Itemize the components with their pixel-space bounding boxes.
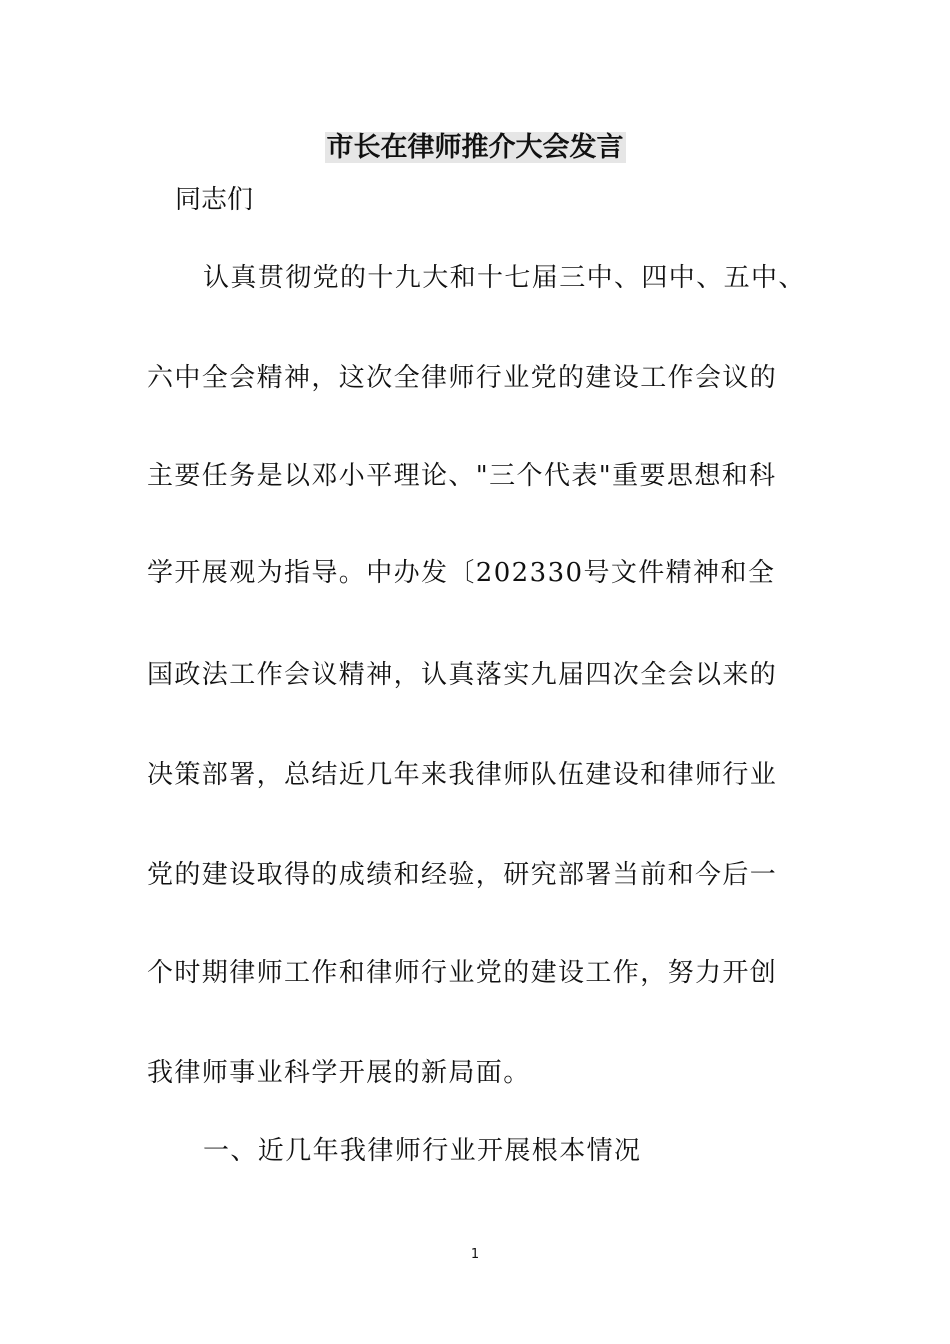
body-line-6: 决策部署，总结近几年来我律师队伍建设和律师行业 xyxy=(147,760,778,790)
page-number: 1 xyxy=(470,1247,480,1262)
section-heading: 一、近几年我律师行业开展根本情况 xyxy=(203,1136,642,1166)
document-title-text: 市长在律师推介大会发言 xyxy=(326,132,624,163)
body-line-4: 学开展观为指导。中办发〔202330号文件精神和全 xyxy=(147,558,776,588)
document-title xyxy=(0,128,950,168)
body-line-9: 我律师事业科学开展的新局面。 xyxy=(147,1058,531,1088)
body-line-1: 认真贯彻党的十九大和十七届三中、四中、五中、 xyxy=(203,263,806,293)
body-line-3: 主要任务是以邓小平理论、"三个代表"重要思想和科 xyxy=(147,461,777,491)
body-line-2: 六中全会精神，这次全律师行业党的建设工作会议的 xyxy=(147,363,778,393)
body-line-7: 党的建设取得的成绩和经验，研究部署当前和今后一 xyxy=(147,860,778,890)
body-line-5: 国政法工作会议精神，认真落实九届四次全会以来的 xyxy=(147,660,778,690)
body-line-8: 个时期律师工作和律师行业党的建设工作，努力开创 xyxy=(147,958,778,988)
salutation: 同志们 xyxy=(175,185,254,215)
